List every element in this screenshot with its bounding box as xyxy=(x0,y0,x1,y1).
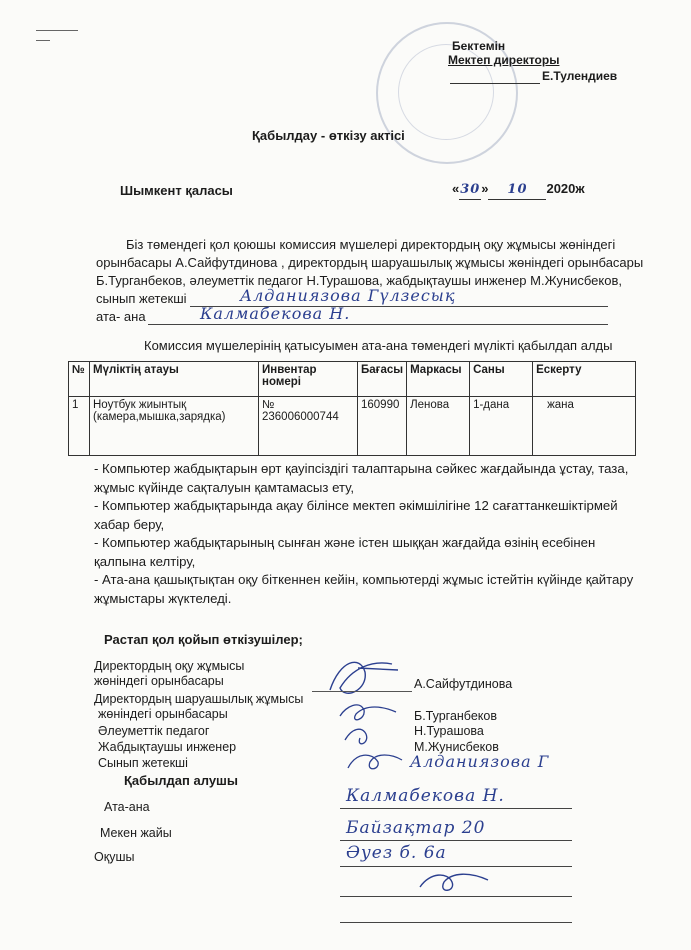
col-note: Ескерту xyxy=(533,362,636,397)
signature-deputy-eco xyxy=(340,705,396,720)
address-label: Мекен жайы xyxy=(100,826,172,840)
address-handwritten: Байзақтар 20 xyxy=(346,818,486,838)
cell-note: жана xyxy=(533,397,636,456)
address-line-2 xyxy=(340,866,572,867)
address-line xyxy=(340,840,572,841)
intro-line-1: Біз төмендегі қол қоюшы комиссия мүшелері директордың оқу жұмысы жөніндегі xyxy=(126,237,616,252)
approval-label: Бектемін xyxy=(452,39,506,53)
deputy-edu-label-1: Директордың оқу жұмысы xyxy=(94,659,245,673)
student-line xyxy=(340,896,572,897)
scan-mark-2 xyxy=(36,40,50,41)
approval-sign-line xyxy=(450,83,540,84)
intro-line-2: орынбасары А.Сайфутдинова , директордың шаруашылық жұмысы жөніндегі орынбасары xyxy=(96,255,644,270)
signature-deputy-edu xyxy=(330,662,398,693)
scan-mark xyxy=(36,30,78,31)
col-quantity: Саны xyxy=(470,362,533,397)
cell-item-name: Ноутбук жиынтық (камера,мышка,зарядка) xyxy=(90,397,259,456)
receiver-heading: Қабылдап алушы xyxy=(124,773,238,788)
date-block xyxy=(452,180,585,200)
date-year: 2020ж xyxy=(546,181,585,196)
signature-teacher xyxy=(348,755,402,769)
parent-label: ата- ана xyxy=(96,309,146,324)
engineer-name: М.Жунисбеков xyxy=(414,740,499,754)
class-teacher-sign-label: Сынып жетекші xyxy=(98,756,188,770)
deputy-edu-label-2: жөніндегі орынбасары xyxy=(94,674,224,688)
col-price: Бағасы xyxy=(358,362,407,397)
obligation-item: - Компьютер жабдықтарында ақау білінсе мектеп әкімшілігіне 12 сағаттанкешіктірмей хабар беру, xyxy=(94,498,618,532)
col-inventory-number: Инвентар номері xyxy=(259,362,358,397)
engineer-label: Жабдықтаушы инженер xyxy=(98,740,237,754)
cell-number: 1 xyxy=(69,397,90,456)
approval-position: Мектеп директоры xyxy=(448,53,560,67)
parent-line xyxy=(148,324,608,325)
student-label: Оқушы xyxy=(94,850,135,864)
obligation-item: - Компьютер жабдықтарын өрт қауіпсіздігі талаптарына сәйкес жағдайында ұстау, таза, жұмыс күйінде сақталуын қамтамасыз ету, xyxy=(94,461,629,495)
table-row xyxy=(69,397,636,456)
cell-quantity: 1-дана xyxy=(470,397,533,456)
obligation-item: - Компьютер жабдықтарының сынған және істен шыққан жағдайда өзінің есебінен қалпына келтіру, xyxy=(94,535,596,569)
deputy-eco-label-2: жөніндегі орынбасары xyxy=(98,707,228,721)
class-teacher-sign-handwritten: Алданиязова Г xyxy=(410,752,550,771)
commission-line: Комиссия мүшелерінің қатысуымен ата-ана төмендегі мүлікті қабылдап алды xyxy=(144,338,613,353)
social-pedagogue-name: Н.Турашова xyxy=(414,724,484,738)
obligations-list xyxy=(94,460,634,608)
signers-heading: Растап қол қойып өткізушілер; xyxy=(104,632,303,647)
cell-brand: Ленова xyxy=(407,397,470,456)
document-title: Қабылдау - өткізу актісі xyxy=(252,128,405,143)
col-number: № xyxy=(69,362,90,397)
date-close-quote: » xyxy=(481,181,489,196)
date-open-quote: « xyxy=(452,181,460,196)
social-pedagogue-label: Әлеуметтік педагог xyxy=(98,724,210,738)
date-month: 10 xyxy=(488,181,546,200)
city: Шымкент қаласы xyxy=(120,183,233,198)
col-brand: Маркасы xyxy=(407,362,470,397)
cell-price: 160990 xyxy=(358,397,407,456)
deputy-eco-name: Б.Турганбеков xyxy=(414,709,497,723)
signature-student xyxy=(420,874,488,890)
approval-name: Е.Тулендиев xyxy=(542,69,618,83)
signer-line xyxy=(312,691,412,692)
receiver-parent-handwritten: Калмабекова Н. xyxy=(346,786,505,806)
receiver-parent-line xyxy=(340,808,572,809)
table-header-row xyxy=(69,362,636,397)
class-teacher-handwritten: Алданиязова Гүлзесық xyxy=(240,286,456,305)
col-item-name: Мүліктің атауы xyxy=(90,362,259,397)
cell-inventory-number: № 236006000744 xyxy=(259,397,358,456)
date-day: 30 xyxy=(459,181,481,200)
inventory-table xyxy=(68,361,636,456)
deputy-edu-name: А.Сайфутдинова xyxy=(414,677,513,691)
address-handwritten-2: Әуез б. 6а xyxy=(346,843,447,863)
deputy-eco-label-1: Директордың шаруашылық жұмысы xyxy=(94,692,304,706)
obligation-item: - Ата-ана қашықтықтан оқу біткеннен кейін, компьютерді жұмыс істейтін күйінде қайтару жұмыстары жүктеледі. xyxy=(94,572,634,606)
intro-line-3: Б.Турганбеков, әлеуметтік педагог Н.Турашова, жабдықтаушы инженер М.Жунисбеков, xyxy=(96,273,622,288)
class-teacher-label: сынып жетекші xyxy=(96,291,187,306)
student-line-2 xyxy=(340,922,572,923)
receiver-parent-label: Ата-ана xyxy=(104,800,150,814)
signature-social xyxy=(345,729,367,744)
parent-handwritten: Калмабекова Н. xyxy=(200,304,351,323)
